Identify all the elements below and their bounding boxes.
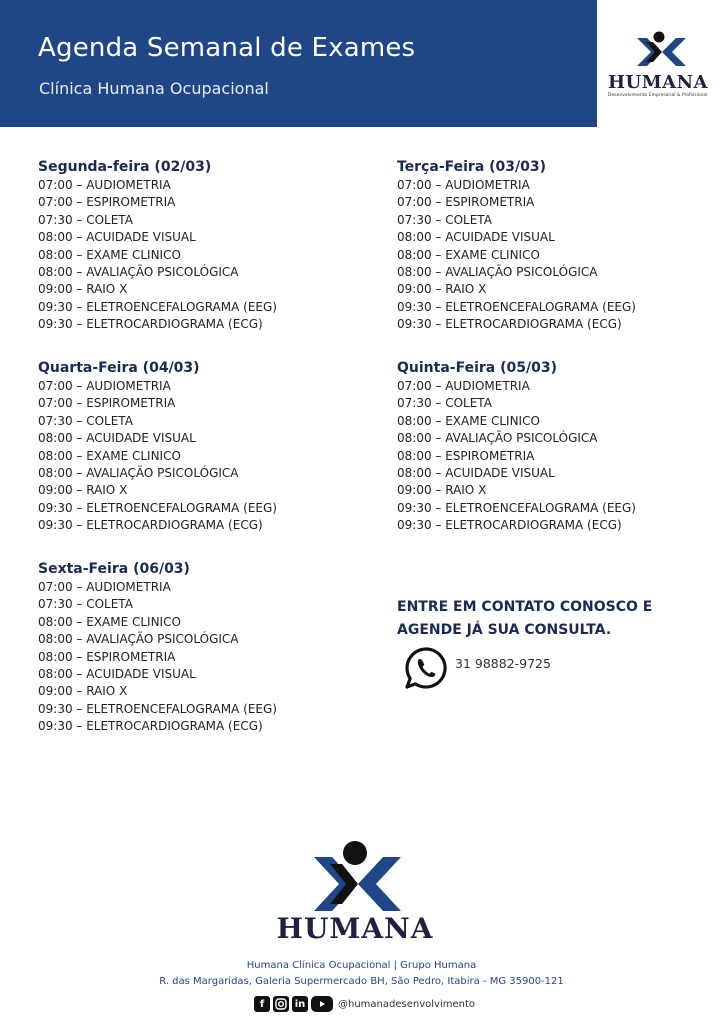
phone-number[interactable]: 31 98882-9725 <box>455 656 551 671</box>
schedule-item: 07:30 – COLETA <box>38 413 133 428</box>
footer-company: Humana Clínica Ocupacional | Grupo Humana <box>246 960 477 971</box>
schedule-item: 07:30 – COLETA <box>38 597 133 612</box>
schedule-item: 09:00 – RAIO X <box>397 282 487 297</box>
schedule-item: 07:00 – ESPIROMETRIA <box>397 195 535 210</box>
facebook-icon[interactable]: f <box>254 996 270 1012</box>
schedule-item: 08:00 – AVALIAÇÃO PSICOLÓGICA <box>397 264 598 279</box>
schedule-item: 07:00 – ESPIROMETRIA <box>38 195 176 210</box>
schedule-item: 09:30 – ELETROCARDIOGRAMA (ECG) <box>397 518 622 533</box>
day-block-thursday <box>397 358 717 535</box>
day-title: Quarta-Feira (04/03) <box>38 360 200 376</box>
schedule-item: 09:30 – ELETROCARDIOGRAMA (ECG) <box>38 719 263 734</box>
schedule-item: 08:00 – EXAME CLINICO <box>397 247 540 262</box>
day-title: Segunda-feira (02/03) <box>38 159 212 175</box>
schedule-item: 08:00 – ACUIDADE VISUAL <box>38 230 196 245</box>
schedule-item: 09:30 – ELETROCARDIOGRAMA (ECG) <box>397 317 622 332</box>
schedule-item: 09:00 – RAIO X <box>38 282 128 297</box>
footer-address: R. das Margaridas, Galeria Supermercado BH, São Pedro, Itabira - MG 35900-121 <box>159 976 564 987</box>
schedule-item: 08:00 – AVALIAÇÃO PSICOLÓGICA <box>38 465 239 480</box>
schedule-item: 07:00 – AUDIOMETRIA <box>38 379 171 393</box>
schedule-item: 08:00 – ACUIDADE VISUAL <box>38 666 196 681</box>
linkedin-icon[interactable]: in <box>292 996 308 1012</box>
schedule-item: 08:00 – ESPIROMETRIA <box>397 448 535 463</box>
schedule-item: 08:00 – AVALIAÇÃO PSICOLÓGICA <box>38 264 239 279</box>
schedule-item: 09:30 – ELETROENCEFALOGRAMA (EEG) <box>397 500 636 515</box>
page-subtitle: Clínica Humana Ocupacional <box>39 79 269 98</box>
social-handle[interactable]: @humanadesenvolvimento <box>338 998 475 1010</box>
schedule-item: 09:00 – RAIO X <box>38 684 128 699</box>
day-block-wednesday <box>38 358 358 535</box>
day-title: Quinta-Feira (05/03) <box>397 360 557 376</box>
contact-cta <box>397 596 697 642</box>
youtube-icon[interactable] <box>311 996 333 1012</box>
schedule-item: 09:30 – ELETROENCEFALOGRAMA (EEG) <box>38 701 277 716</box>
schedule-item: 09:00 – RAIO X <box>38 483 128 498</box>
schedule-item: 09:30 – ELETROENCEFALOGRAMA (EEG) <box>38 299 277 314</box>
schedule-item: 07:30 – COLETA <box>397 212 492 227</box>
schedule-item: 08:00 – EXAME CLINICO <box>397 413 540 428</box>
header-band <box>0 0 597 127</box>
schedule-item: 07:30 – COLETA <box>397 396 492 411</box>
schedule-item: 08:00 – AVALIAÇÃO PSICOLÓGICA <box>38 632 239 647</box>
header-logo <box>606 30 718 100</box>
schedule-item: 07:00 – AUDIOMETRIA <box>38 178 171 192</box>
schedule-item: 07:00 – AUDIOMETRIA <box>397 379 530 393</box>
instagram-icon[interactable] <box>273 996 289 1012</box>
humana-logo-icon <box>606 30 718 74</box>
social-links <box>254 994 475 1014</box>
footer-logo-wordmark: HUMANA <box>276 912 434 945</box>
humana-logo-icon <box>272 840 442 912</box>
schedule-item: 08:00 – EXAME CLINICO <box>38 247 181 262</box>
schedule-item: 08:00 – AVALIAÇÃO PSICOLÓGICA <box>397 431 598 446</box>
cta-line: AGENDE JÁ SUA CONSULTA. <box>397 622 612 638</box>
day-block-monday <box>38 157 358 334</box>
schedule-item: 07:30 – COLETA <box>38 212 133 227</box>
page-title: Agenda Semanal de Exames <box>38 33 416 63</box>
day-title: Terça-Feira (03/03) <box>397 159 547 175</box>
schedule-item: 07:00 – ESPIROMETRIA <box>38 396 176 411</box>
day-block-tuesday <box>397 157 717 334</box>
schedule-item: 08:00 – EXAME CLINICO <box>38 448 181 463</box>
schedule-item: 07:00 – AUDIOMETRIA <box>38 580 171 594</box>
schedule-item: 09:30 – ELETROCARDIOGRAMA (ECG) <box>38 317 263 332</box>
schedule-item: 09:30 – ELETROENCEFALOGRAMA (EEG) <box>397 299 636 314</box>
header-logo-wordmark: HUMANA <box>608 72 709 93</box>
cta-line: ENTRE EM CONTATO CONOSCO E <box>397 599 653 615</box>
schedule-item: 08:00 – EXAME CLINICO <box>38 614 181 629</box>
schedule-item: 08:00 – ESPIROMETRIA <box>38 649 176 664</box>
schedule-item: 08:00 – ACUIDADE VISUAL <box>38 431 196 446</box>
day-block-friday <box>38 559 358 736</box>
schedule-item: 09:00 – RAIO X <box>397 483 487 498</box>
schedule-item: 09:30 – ELETROCARDIOGRAMA (ECG) <box>38 518 263 533</box>
schedule-item: 09:30 – ELETROENCEFALOGRAMA (EEG) <box>38 500 277 515</box>
schedule-item: 08:00 – ACUIDADE VISUAL <box>397 230 555 245</box>
schedule-item: 07:00 – AUDIOMETRIA <box>397 178 530 192</box>
header-logo-tagline: Desenvolvimento Empresarial & Profissional <box>608 93 708 98</box>
schedule-item: 08:00 – ACUIDADE VISUAL <box>397 465 555 480</box>
footer-logo <box>272 840 442 950</box>
whatsapp-icon[interactable] <box>404 646 448 690</box>
day-title: Sexta-Feira (06/03) <box>38 561 190 577</box>
